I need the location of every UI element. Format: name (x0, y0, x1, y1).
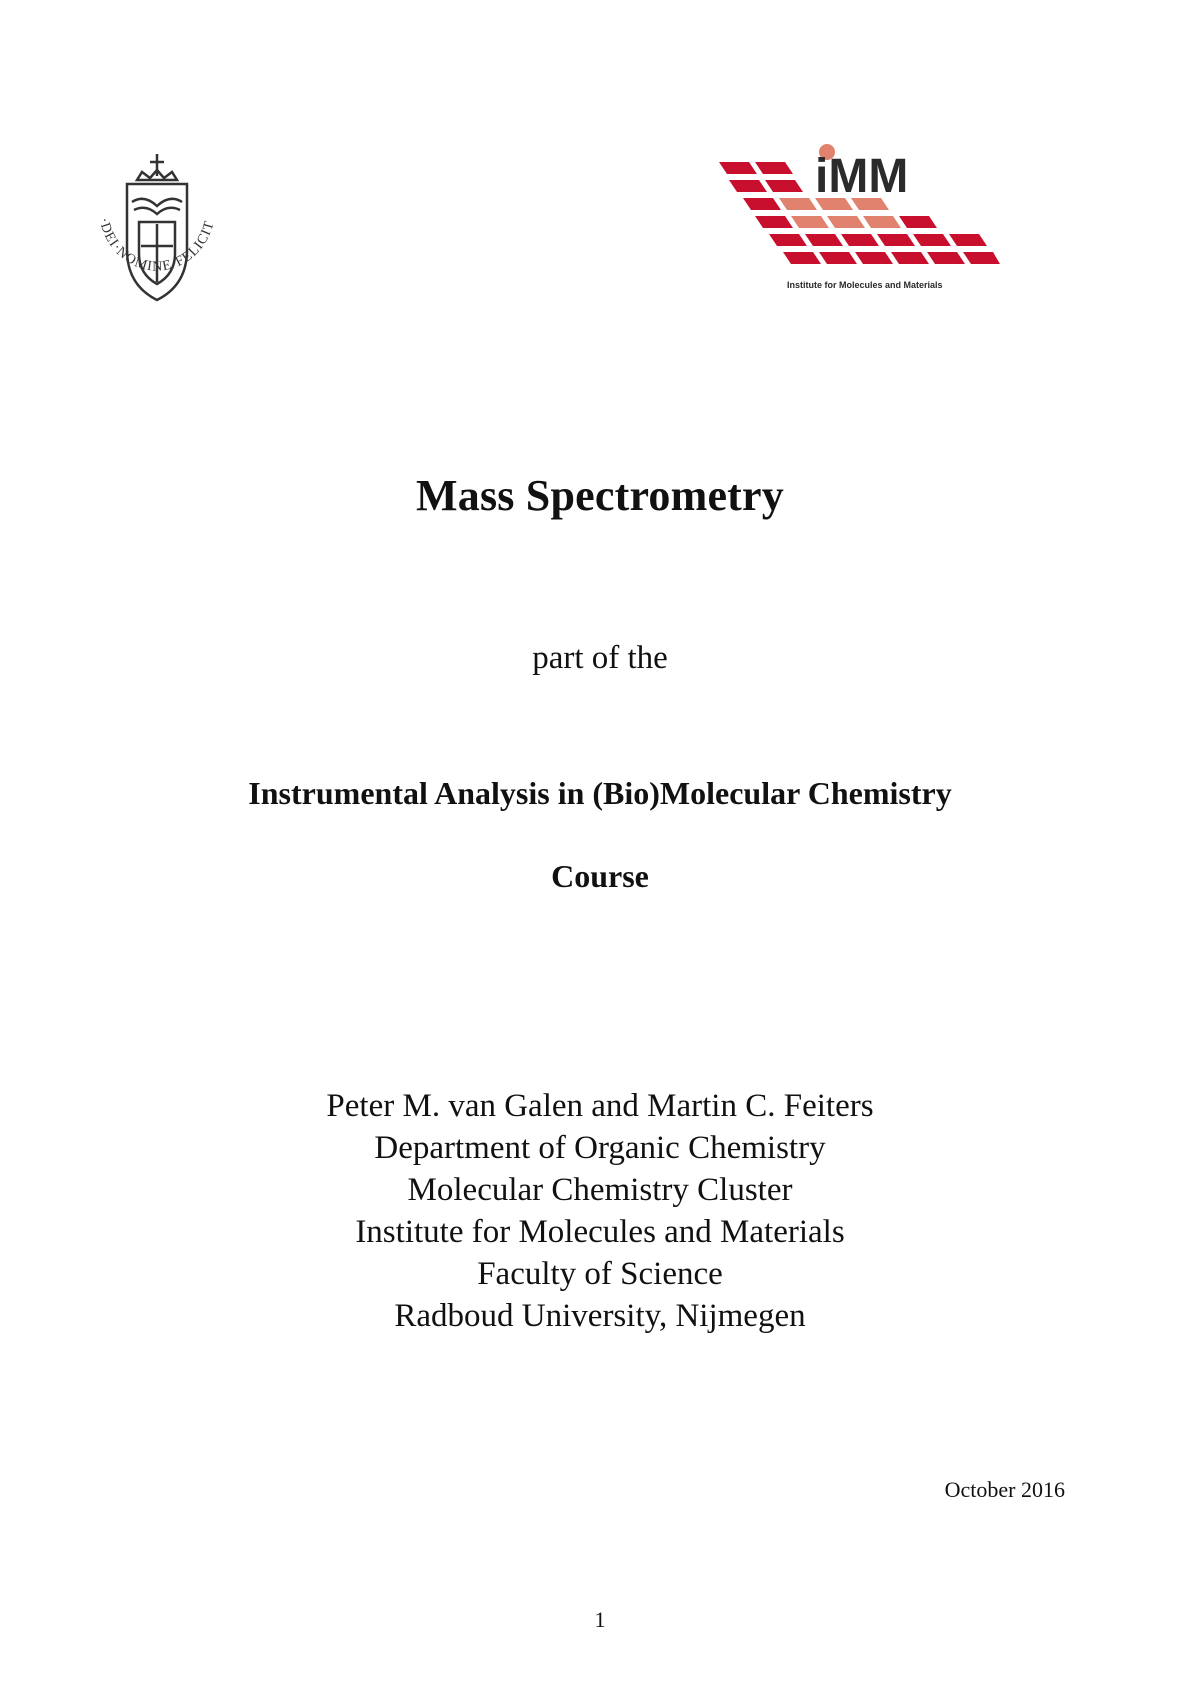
document-subtitle: part of the (532, 640, 668, 676)
cluster-line: Molecular Chemistry Cluster (407, 1172, 793, 1208)
course-label: Course (551, 858, 649, 894)
radboud-seal-logo (82, 150, 232, 335)
seal-motto: ·DEI·NOMINE·FELICIT (95, 216, 218, 275)
authors-line: Peter M. van Galen and Martin C. Feiters (326, 1088, 874, 1124)
faculty-line: Faculty of Science (477, 1256, 723, 1292)
imm-logo-graphic (715, 140, 1000, 305)
document-date: October 2016 (944, 1477, 1065, 1502)
page-number: 1 (594, 1607, 606, 1632)
imm-subtitle: Institute for Molecules and Materials (787, 280, 943, 290)
university-line: Radboud University, Nijmegen (394, 1298, 806, 1334)
department-line: Department of Organic Chemistry (374, 1130, 826, 1166)
institute-line: Institute for Molecules and Materials (355, 1214, 845, 1250)
seal-icon (82, 150, 232, 335)
course-name: Instrumental Analysis in (Bio)Molecular Chemistry (248, 775, 952, 811)
authors-block (0, 1085, 1200, 1337)
document-title: Mass Spectrometry (416, 471, 784, 520)
imm-name: iMM (815, 150, 909, 203)
imm-logo (715, 140, 1000, 305)
